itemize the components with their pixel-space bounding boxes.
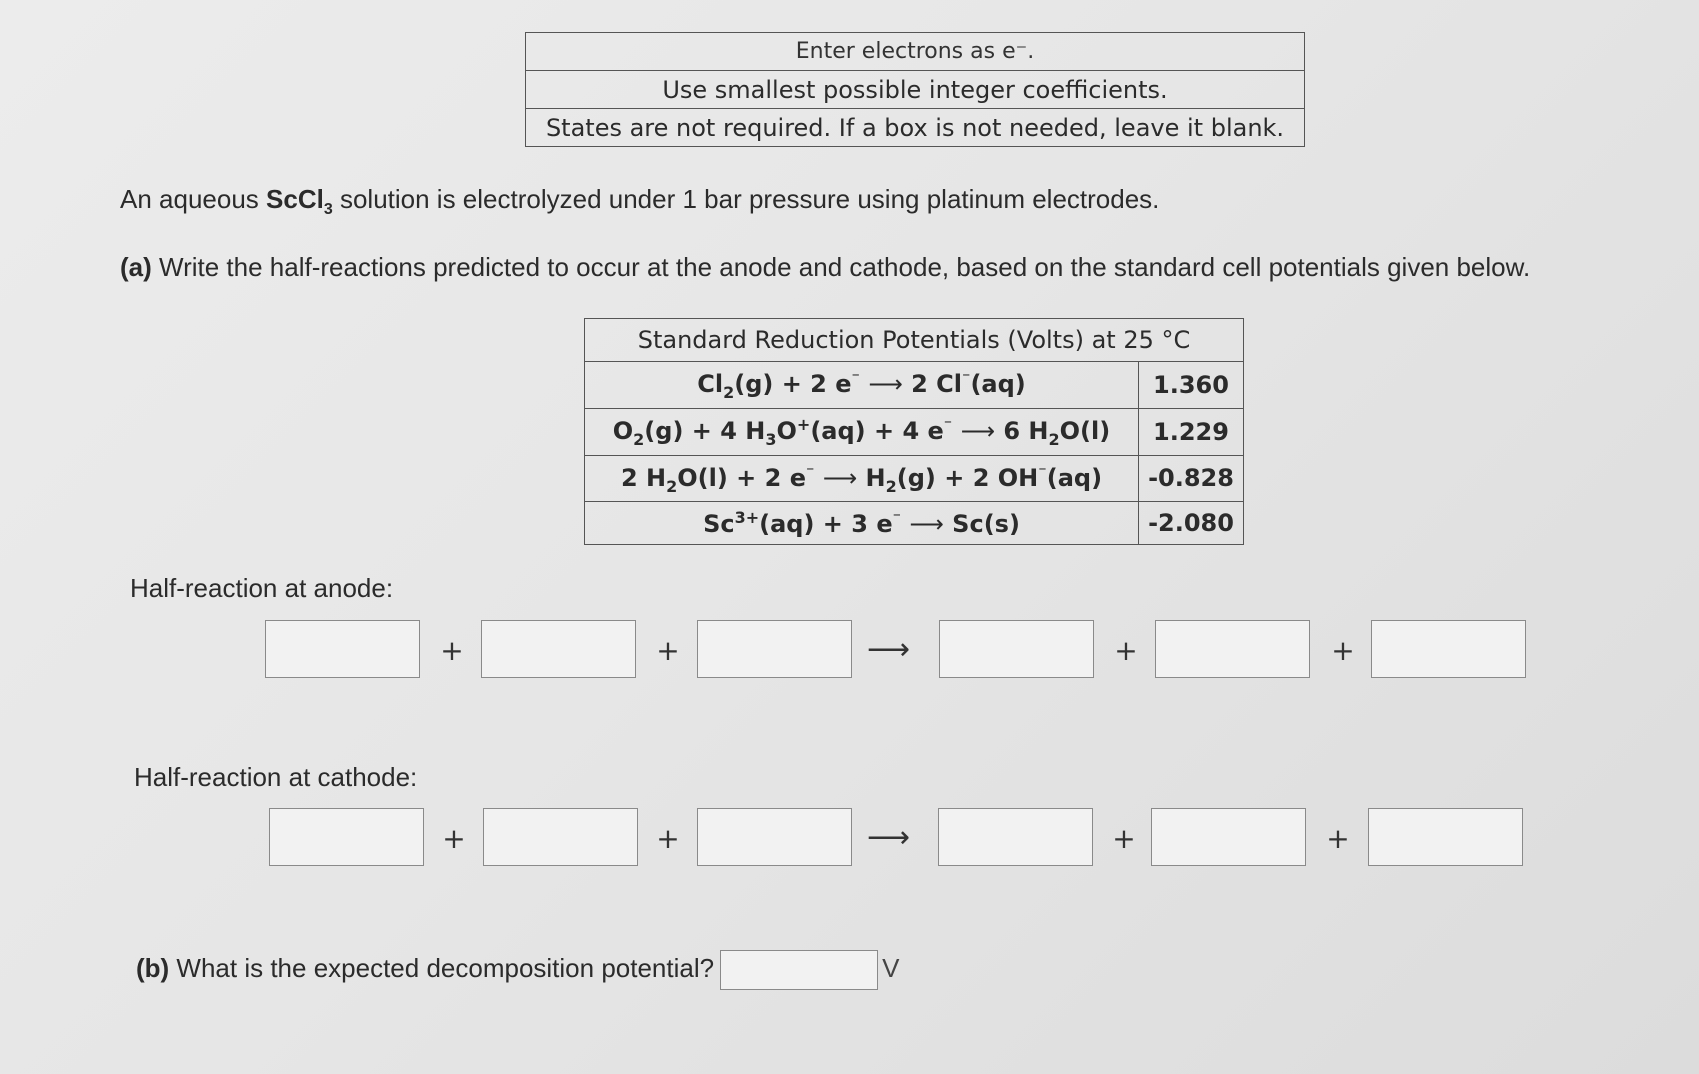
- potential-value: 1.360: [1139, 362, 1244, 409]
- reaction-chlorine: $Cl_2(g) + 2$ e⁻ ⟶ 2 Cl⁻(aq): [585, 362, 1139, 409]
- anode-label: Half-reaction at anode:: [130, 573, 394, 603]
- potential-value: -2.080: [1139, 502, 1244, 545]
- cathode-equation: [265, 808, 1533, 870]
- instructions-table: [525, 32, 1305, 147]
- cathode-product-2-input[interactable]: [1151, 808, 1306, 866]
- plus-sign: +: [1112, 822, 1136, 855]
- anode-reactant-2-input[interactable]: [481, 620, 636, 678]
- cathode-product-1-input[interactable]: [938, 808, 1093, 866]
- part-a-question: [120, 252, 1530, 283]
- decomposition-potential-input[interactable]: [720, 950, 878, 990]
- reaction-oxygen: $O_2(g) + 4$ $H_3O^+(aq) + 4$ e⁻ ⟶ 6 $H_2O(l)$: [585, 408, 1139, 455]
- cathode-product-3-input[interactable]: [1368, 808, 1523, 866]
- part-b-label: (b): [136, 952, 170, 983]
- cathode-label: Half-reaction at cathode:: [134, 762, 418, 792]
- part-a-text: Write the half-reactions predicted to occur at the anode and cathode, based on the standard cell potentials given below.: [151, 252, 1531, 282]
- reaction-water: 2 $H_2O(l) + 2$ e⁻ ⟶ $H_2(g) + 2$ OH⁻(aq): [585, 455, 1139, 502]
- cathode-reactant-3-input[interactable]: [697, 808, 852, 866]
- potential-value: -0.828: [1139, 455, 1244, 502]
- volts-unit: V: [882, 952, 900, 983]
- anode-equation: [265, 620, 1533, 682]
- reaction-scandium: $Sc^{3+}(aq) + 3$ e⁻ ⟶ Sc(s): [585, 502, 1139, 545]
- cathode-reactant-2-input[interactable]: [483, 808, 638, 866]
- reaction-arrow-icon: ⟶: [867, 820, 911, 855]
- anode-product-3-input[interactable]: [1371, 620, 1526, 678]
- plus-sign: +: [656, 822, 680, 855]
- problem-intro: An aqueous ScCl$_3$ solution is electrolyzed under 1 bar pressure using platinum electrodes.: [120, 184, 1160, 219]
- compound-formula: ScCl$_3$: [266, 184, 333, 219]
- instruction-electrons: Enter electrons as e⁻.: [526, 33, 1305, 71]
- reaction-arrow-icon: ⟶: [867, 632, 911, 667]
- plus-sign: +: [442, 822, 466, 855]
- potentials-header: Standard Reduction Potentials (Volts) at 25 °C: [585, 319, 1244, 362]
- table-row: [585, 502, 1244, 545]
- part-b-text: What is the expected decomposition potential?: [169, 952, 715, 983]
- table-row: [585, 408, 1244, 455]
- instruction-states: States are not required. If a box is not needed, leave it blank.: [526, 109, 1305, 147]
- cathode-reactant-1-input[interactable]: [269, 808, 424, 866]
- plus-sign: +: [1326, 822, 1350, 855]
- part-b-question: [136, 950, 899, 990]
- anode-product-2-input[interactable]: [1155, 620, 1310, 678]
- table-row: [585, 362, 1244, 409]
- anode-reactant-1-input[interactable]: [265, 620, 420, 678]
- plus-sign: +: [1331, 634, 1355, 667]
- instruction-coefficients: Use smallest possible integer coefficients.: [526, 71, 1305, 109]
- plus-sign: +: [1114, 634, 1138, 667]
- anode-reactant-3-input[interactable]: [697, 620, 852, 678]
- anode-product-1-input[interactable]: [939, 620, 1094, 678]
- reduction-potentials-table: [584, 318, 1244, 545]
- table-row: [585, 455, 1244, 502]
- plus-sign: +: [656, 634, 680, 667]
- plus-sign: +: [440, 634, 464, 667]
- part-a-label: (a): [120, 252, 152, 282]
- potential-value: 1.229: [1139, 408, 1244, 455]
